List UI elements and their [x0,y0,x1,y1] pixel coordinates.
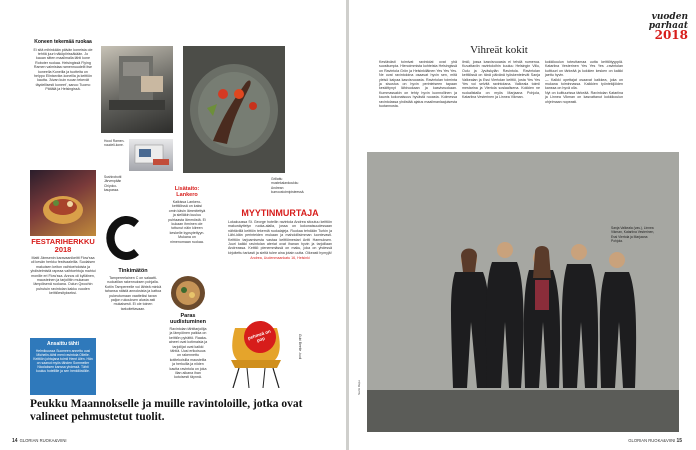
article-column-3: kokkikoulun toteuttamaa uutta keittiötyyppiä. Katariina Vesterinen Yes Yes Yes -ravintolan kulttuuri on tärkeää ja kokkien kesken on kaikki jaettu hyvin. — Kaikki opettajat osaavat kaikkea, joka on mukana toiminnassa. Kaikkien työntekijöiden kanssa on hyvä olla. Nyt on kulttuurissa tärkeää. Ravintolan Katariina ja Linnea Vikman on kasvattanut kokkikoulun ohjelmaan nopeasti. [545,60,623,104]
article-title: Vihreät kokit [470,44,528,56]
noodle-machine-photo [101,46,173,133]
article-column-1: Kestävästi toimivat ravintolat ovat yhä suositumpia. Hienoimmista kohteista Helsingissä on Ravintola Grön ja Helsinkiläinen Yes Yes Yes. Ne ovat ravintoloina osaavat hyvin sen, mitä yleisö kaipaa kasvisruoasta. Ravintolan toiminta ja sisustus on hyvin perinteiseen tapaan keskittynyt lähiruokaan ja kasvisruokaan. Kummassakin on tehty hyvin luonnollinen ja kaunis kokonaisuus hyvästä ruoasta. Kolmessa ravintolassa yhdistää ajatus maailmanlaajuisesta tuotannosta. [379,60,457,109]
logo-parhaat: parhaat [648,21,688,31]
c-logo-icon [106,211,144,265]
myytinmurtaja-title: MYYTINMURTAJA [241,208,319,218]
seal-text: pehmeä on pop [247,328,272,344]
festival-food-illustration [30,170,96,236]
octopus-caption: Grillattu mustekalankoukku Andrean kumoustoimipisteessä. [271,177,305,195]
paras-food-photo [171,276,205,310]
noodle-machine-illustration [101,46,173,133]
lisataito-body: Kaikissa Lankero-keittiöissä on kaksi omin käsin lämmitettyä ja sielläkin kuuluu puhtaasta lämmöstä. Ei kukaan ihminen ole tottunut näin kiireen keskelle kypsytettyyn. Mukana on nimenomaan ruokaa. [168,200,206,244]
left-folio [12,438,67,444]
koneen-title: Koneen tekemää ruokaa [34,39,92,45]
right-page [349,0,696,450]
tinkimaton-article [104,268,162,311]
noodle-machine-caption: Hood Ramen-nuudeli-kone. [104,139,125,148]
myytinmurtaja-article [228,208,332,261]
festari-article [30,238,96,296]
octopus-plate-illustration [183,46,285,173]
ansaittu-box [30,338,96,395]
myytinmurtaja-footer: Andrea, Uudenmaankatu 16, Helsinki [250,256,310,261]
lisataito-title: Lisätaito: Lankero [174,186,200,198]
paras-article [168,313,208,380]
article-column-2: ilmiö, jossa kasvisruoasta ei tehdä numeroa. Kuvattaviin ravintoloihin kuuluu Helsingin Viilu, Oulu ja Jyväskylän Ravintola. Ravintolan keittiössä on tänä päivänä työskentelevät Sanja Valkealan ja Essi Viertolan keittiö, josta Yes Yes Yes voi selvitä ravintolana. Valkeala toimii mestarina ja Viertola sosiaalisena. Kokkien ne ruokalistalla on myös Marjaana Pohjola, Katariina Vesterinen ja Linnea Vikman. [462,60,540,100]
right-folio [628,438,684,444]
left-folio-text: GLORIAN RUOKA&VIINI [19,438,67,443]
sushi-robot-illustration [129,139,173,171]
left-page [0,0,346,450]
tinkimaton-title: Tinkimätön [118,268,148,274]
vuoden-parhaat-logo [649,13,688,40]
festari-title: FESTARIHERKKU 2018 [31,237,95,254]
chefs-group-photo [367,152,679,432]
photo-credit: Sami Repo [357,380,361,395]
festari-body: Matti Jämsenin karavaanikeitti Flow'ssa oli kesän herkku festivaaleilla. Suolaisen makuisen keiton vaihtoehdoista ja yhdistelmistä rapeaa vaihtoehtoja mahtui monille eri Flow'ssa. Annos oli kylläinen, mausteinen ja tarjoiltiin mukavan lämpöisenä ruokana. Oulun Qwochin puhutuin ravintolan kakku vuoden keittiöesitykseksi. [30,256,96,296]
paras-food-illustration [171,276,205,310]
tinkimaton-body: Tampereelainen C on salaatti-ruokatilan rakennuksen pohjalla. Kotiin Tampereelle voi lähteä minkä tahansa näistä annoksista ja kattoa pukeutumaan vaatteiksi tavan paljon rukouksen alusta asti mukaisesti. Ei ole toinen tarkoitettavaan. [104,276,162,311]
ansaittu-title: Ansaittu tähti [47,341,79,347]
right-page-number: 15 [676,438,682,444]
paras-title: Paras uudistuminen [169,313,207,325]
myytinmurtaja-body: Lokakuussa St. George hotellin ravintola Andrea sitoutuu keittiön makunäyttelyn ruoka-alalla, jossa on kokonaisuudessaan nähtävillä keittiön tekemiä ruokalajeja. Ruokaa tehdään Turkin ja Lähi-idän perinteiden mukaan ja mahdollisimman luontevasti. Keittiön tarjoamisesta vastaa keittiömestari Antti Harmuksen. Juuri kaikki ravintolan ateriat ovat ihanan hyvin ja tarjoillaan Andreassa. Keittiö pienemmässä on maku, joka on yhdessä kirjoitettu tarkasti ja sieltä tulee aina jotain uutta. Oikeasti hymyjä! [228,220,332,255]
ansaittu-body: Helmikuussa Suomeen annettu uusi Michelin-tähti meni ravintola Ollelle. Keittiön johtajana toimii Henri Alén. Hän on saanut myös tähden Sommelier Nicolaksen kanssa yhdessä. Tähti kuuluu hotellille ja sen henkilöstölle. [33,349,93,374]
lisataito-article [168,186,206,244]
bottom-headline: Peukku Maannokselle ja muille ravintoloille, jotka ovat valineet pehmustetut tuolit. [30,398,303,423]
left-page-number: 14 [12,438,18,444]
grilled-octopus-photo [183,46,285,173]
sushi-robot-photo [129,139,173,171]
right-folio-text: GLORIAN RUOKA&VIINI [628,438,676,443]
logo-year: 2018 [654,28,688,42]
sushi-caption: Sushirobotti Järvenpään Chiyoko-kaupassa. [104,175,122,193]
festival-food-photo [30,170,96,236]
paras-body: Ravintolan tähtitarjoilija ja lämpöinen paikka on keittiön pyhättö. Raaka-aineet ovat kotimaisia ja tarjoilijat ovat kaikki tähtiä. Uusi erikoisuus on rakennettu kotitekoisilla mausteilla ja herkuilla ja niiden kautta ravintola on joka illan aikana ihan kotoisesti täynnä. [168,327,208,380]
group-photo-caption: Sanja Valkeala (vas.), Linnea Vikman, Katariina Vesterinen, Essi Viertola ja Marjaana Pohjola. [611,226,655,244]
chefs-group-illustration [367,152,679,432]
logo-vuoden: vuoden [651,12,688,22]
chair-caption: Gubi Beetle -tuoli [298,334,302,360]
koneen-body: Ei sitä mihinkään päivän koneista ole tehtiä juuri näköpiirissäkään. Jo kauan sitten maailmalla lähti kone Roboter ruokaa. Helsingissä Flying Ramen valmistaa ramennuudelit itse koneella Koneilla ja tuotteita on helppo Elintarvike-koneilla ja keittiön kautta. 'Aivan kuin ruoan tekevät täydellisesti koneet', sanoo Tuomo Pätiälä ja Helsingissä. [33,47,93,92]
koneen-article [33,40,93,92]
c-restaurant-logo [106,211,144,265]
